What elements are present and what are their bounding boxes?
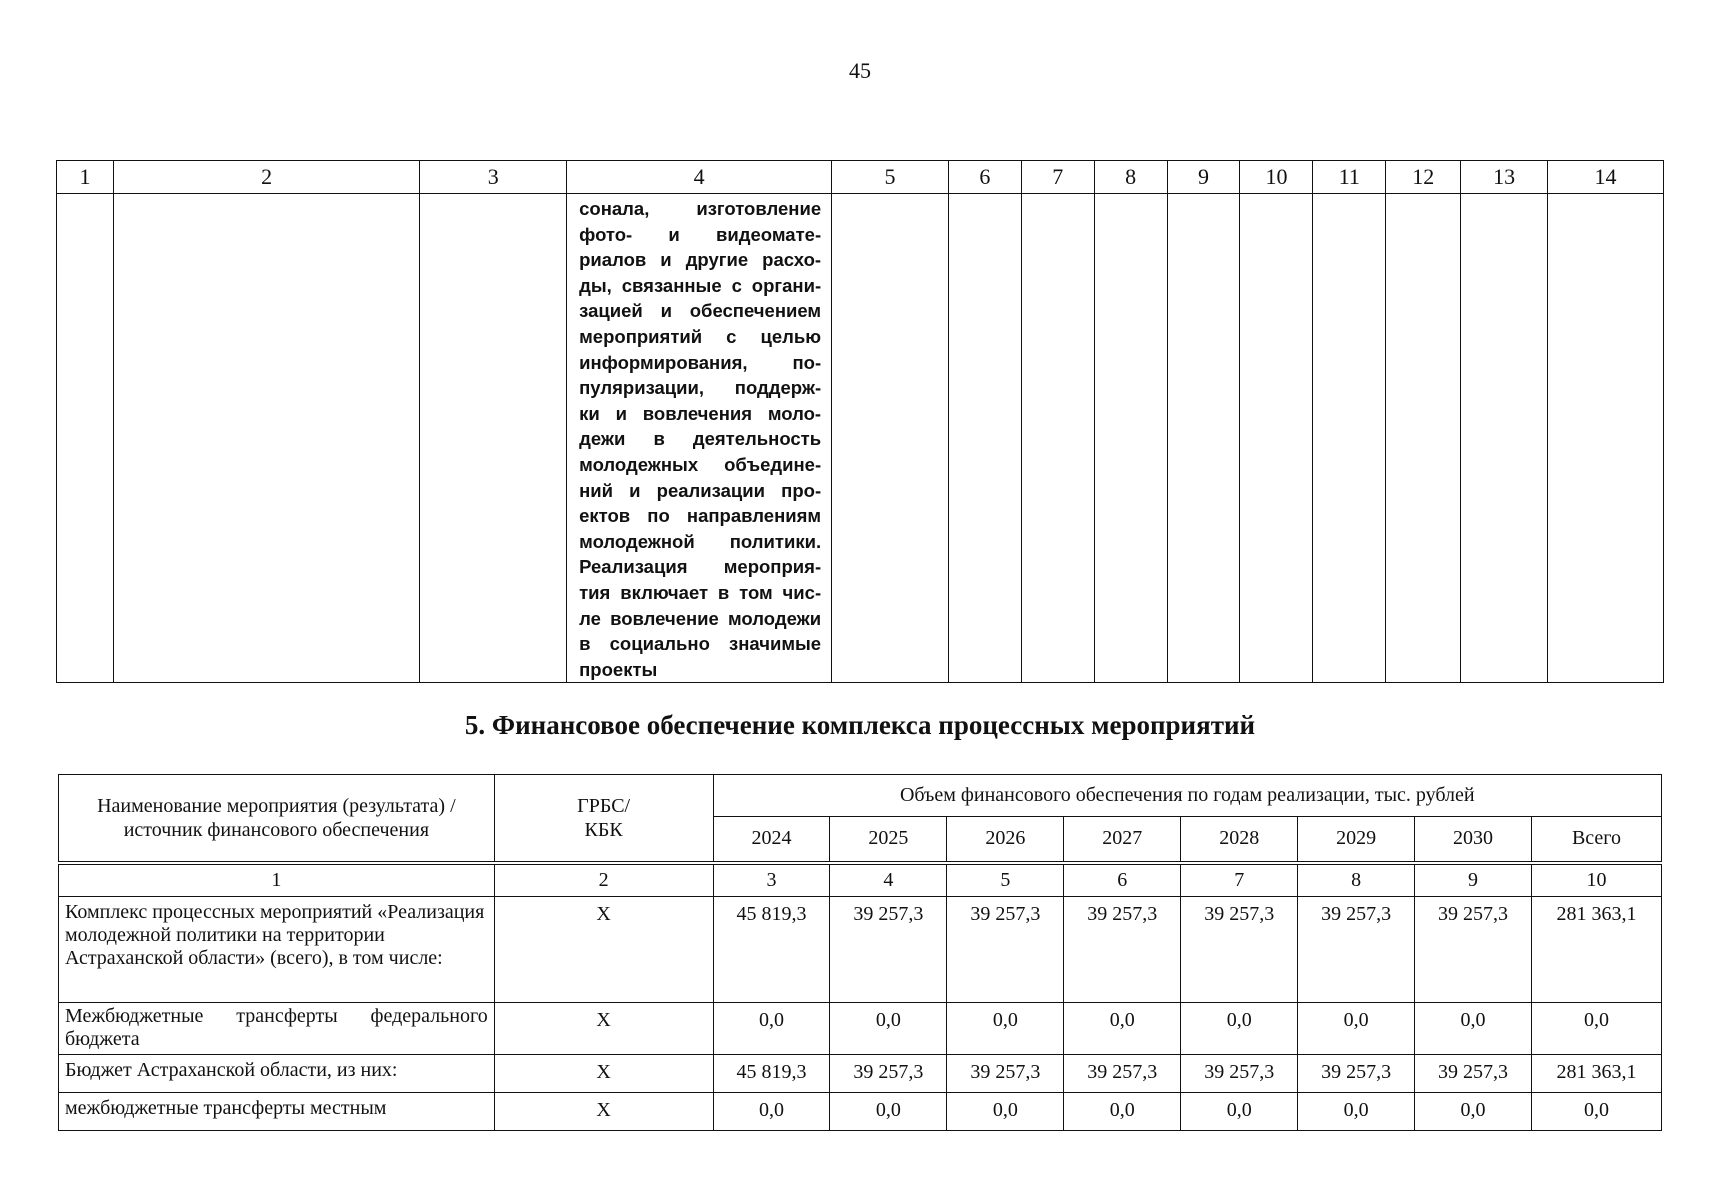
col-number: 5 [832, 161, 949, 194]
name-column-header: Наименование мероприятия (результата) / источник финансового обеспечения [59, 775, 495, 863]
table-cell [948, 194, 1021, 683]
amount-cell: 0,0 [830, 1003, 947, 1055]
description-line: молодежных объедине- [579, 453, 822, 475]
table-row [57, 194, 1664, 683]
total-cell: 281 363,1 [1532, 1055, 1662, 1093]
description-line: мероприятий с целью [579, 325, 822, 347]
amount-cell: 0,0 [1181, 1093, 1298, 1131]
grbs-header-line: ГРБС/ [577, 794, 631, 817]
description-line: молодежной политики. [579, 530, 822, 552]
row-name: межбюджетные трансферты местным [59, 1093, 495, 1131]
col-number: 8 [1298, 863, 1415, 897]
amount-cell: 0,0 [947, 1093, 1064, 1131]
description-line: тия включает в том чис- [579, 581, 822, 603]
amount-cell: 39 257,3 [830, 897, 947, 1003]
total-header: Всего [1532, 817, 1662, 863]
table-cell [832, 194, 949, 683]
volume-header: Объем финансового обеспечения по годам реализации, тыс. рублей [713, 775, 1661, 817]
description-line: ле вовлечение молодежи [579, 607, 822, 629]
amount-cell: 39 257,3 [947, 897, 1064, 1003]
table-cell [57, 194, 114, 683]
description-line: риалов и другие расхо- [579, 249, 822, 271]
amount-cell: 0,0 [1415, 1003, 1532, 1055]
table-row [59, 1055, 1662, 1093]
row-name: Бюджет Астраханской области, из них: [59, 1055, 495, 1093]
grbs-value: X [494, 1003, 713, 1055]
total-cell: 0,0 [1532, 1093, 1662, 1131]
activity-description [567, 194, 832, 683]
amount-cell: 0,0 [947, 1003, 1064, 1055]
table-cell [1094, 194, 1167, 683]
col-number: 4 [830, 863, 947, 897]
col-number: 2 [494, 863, 713, 897]
table-cell [1167, 194, 1240, 683]
activities-table-continuation [56, 160, 1664, 683]
grbs-value: X [494, 1093, 713, 1131]
description-line: ний и реализации про- [579, 479, 822, 501]
table-cell [1021, 194, 1094, 683]
col-number: 10 [1240, 161, 1313, 194]
section-title: 5. Финансовое обеспечение комплекса процессных мероприятий [464, 710, 1256, 740]
col-number: 5 [947, 863, 1064, 897]
table-cell [1313, 194, 1386, 683]
table-cell [113, 194, 419, 683]
amount-cell: 0,0 [1064, 1093, 1181, 1131]
table-row [59, 897, 1662, 1003]
grbs-value: X [494, 897, 713, 1003]
description-line: ды, связанные с органи- [579, 274, 822, 296]
col-number: 10 [1532, 863, 1662, 897]
col-number: 4 [567, 161, 832, 194]
table-cell [1461, 194, 1548, 683]
col-number: 1 [57, 161, 114, 194]
amount-cell: 39 257,3 [1298, 897, 1415, 1003]
table-row [59, 1003, 1662, 1055]
description-line: дежи в деятельность [579, 428, 822, 450]
amount-cell: 0,0 [1415, 1093, 1532, 1131]
description-line: ектов по направлениям [579, 505, 822, 527]
description-line: ки и вовлечения моло- [579, 402, 822, 424]
amount-cell: 0,0 [713, 1093, 830, 1131]
col-number: 9 [1167, 161, 1240, 194]
year-header: 2025 [830, 817, 947, 863]
description-line: проекты [579, 658, 658, 680]
amount-cell: 39 257,3 [1415, 1055, 1532, 1093]
amount-cell: 45 819,3 [713, 897, 830, 1003]
col-number: 12 [1386, 161, 1461, 194]
year-header: 2029 [1298, 817, 1415, 863]
col-number: 6 [948, 161, 1021, 194]
amount-cell: 45 819,3 [713, 1055, 830, 1093]
kbk-header-line: КБК [584, 818, 623, 841]
col-number: 9 [1415, 863, 1532, 897]
total-cell: 281 363,1 [1532, 897, 1662, 1003]
description-line: фото- и видеомате- [579, 223, 822, 245]
amount-cell: 0,0 [830, 1093, 947, 1131]
description-line: в социально значимые [579, 633, 822, 655]
description-line: сонала, изготовление [579, 198, 822, 219]
column-number-row [57, 161, 1664, 194]
col-number: 14 [1548, 161, 1664, 194]
page-number: 45 [849, 58, 871, 83]
amount-cell: 0,0 [1181, 1003, 1298, 1055]
description-line: пуляризации, поддерж- [579, 377, 822, 399]
row-name: Комплекс процессных мероприятий «Реализация молодежной политики на территории Астраханской области» (всего), в том числе: [59, 897, 495, 1003]
year-header: 2028 [1181, 817, 1298, 863]
amount-cell: 39 257,3 [830, 1055, 947, 1093]
col-number: 3 [713, 863, 830, 897]
description-line: зацией и обеспечением [579, 300, 822, 322]
col-number: 13 [1461, 161, 1548, 194]
year-header: 2026 [947, 817, 1064, 863]
year-header: 2027 [1064, 817, 1181, 863]
col-number: 6 [1064, 863, 1181, 897]
row-name: Межбюджетные трансферты федерального бюджета [59, 1003, 495, 1055]
grbs-column-header [494, 775, 713, 863]
amount-cell: 0,0 [1064, 1003, 1181, 1055]
table-cell [1240, 194, 1313, 683]
table-cell [420, 194, 567, 683]
col-number: 7 [1021, 161, 1094, 194]
col-number: 8 [1094, 161, 1167, 194]
amount-cell: 39 257,3 [1181, 1055, 1298, 1093]
table-row [59, 1093, 1662, 1131]
year-header: 2024 [713, 817, 830, 863]
col-number: 11 [1313, 161, 1386, 194]
year-header: 2030 [1415, 817, 1532, 863]
description-line: информирования, по- [579, 351, 822, 373]
table-cell [1386, 194, 1461, 683]
description-text [567, 194, 831, 682]
table-cell [1548, 194, 1664, 683]
amount-cell: 0,0 [1298, 1003, 1415, 1055]
amount-cell: 39 257,3 [1181, 897, 1298, 1003]
column-number-row [59, 863, 1662, 897]
description-line: Реализация мероприя- [579, 556, 822, 578]
amount-cell: 39 257,3 [1064, 897, 1181, 1003]
col-number: 2 [113, 161, 419, 194]
amount-cell: 39 257,3 [1415, 897, 1532, 1003]
amount-cell: 39 257,3 [947, 1055, 1064, 1093]
amount-cell: 39 257,3 [1298, 1055, 1415, 1093]
amount-cell: 0,0 [713, 1003, 830, 1055]
col-number: 3 [420, 161, 567, 194]
grbs-value: X [494, 1055, 713, 1093]
col-number: 1 [59, 863, 495, 897]
financing-table [58, 774, 1662, 1131]
amount-cell: 39 257,3 [1064, 1055, 1181, 1093]
header-row [59, 775, 1662, 817]
amount-cell: 0,0 [1298, 1093, 1415, 1131]
total-cell: 0,0 [1532, 1003, 1662, 1055]
col-number: 7 [1181, 863, 1298, 897]
